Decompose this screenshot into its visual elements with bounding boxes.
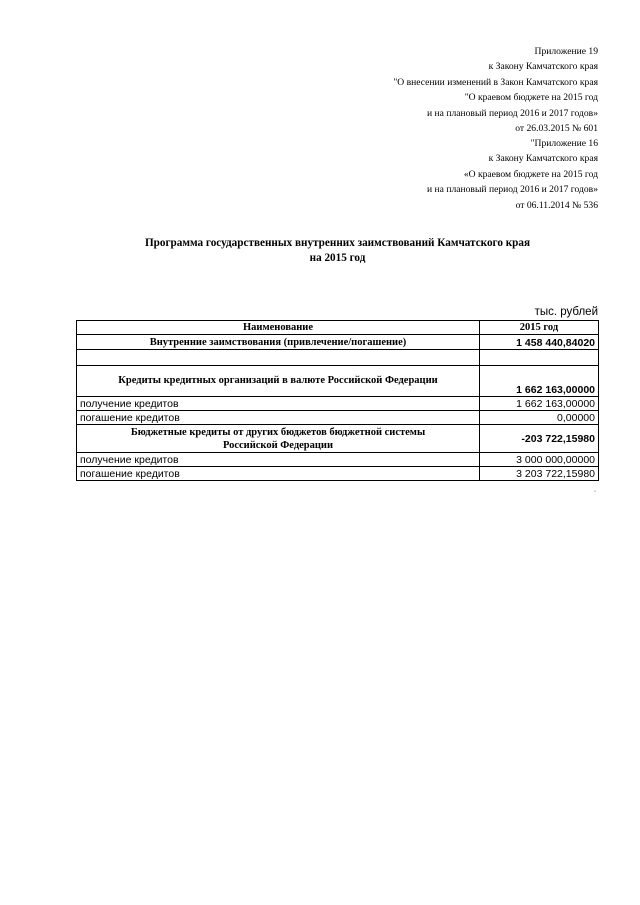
table-row <box>77 397 599 411</box>
row-name: получение кредитов <box>77 397 480 411</box>
appendix-line: "О внесении изменений в Закон Камчатского края <box>393 76 598 88</box>
row-name: погашение кредитов <box>77 467 480 481</box>
row-value: 3 000 000,00000 <box>480 453 599 467</box>
unit-label: тыс. рублей <box>534 306 598 318</box>
row-name: погашение кредитов <box>77 411 480 425</box>
table-row <box>77 366 599 397</box>
appendix-line: Приложение 19 <box>534 46 598 57</box>
header-year: 2015 год <box>480 321 599 335</box>
table-row <box>77 350 599 366</box>
table-row <box>77 467 599 481</box>
row-value: 1 662 163,00000 <box>480 366 599 397</box>
appendix-line: "Приложение 16 <box>530 138 598 149</box>
title-line-1: Программа государственных внутренних заимствований Камчатского края <box>144 237 531 249</box>
table-row <box>77 453 599 467</box>
table-header-row <box>77 321 599 335</box>
table-row <box>77 411 599 425</box>
appendix-line: от 06.11.2014 № 536 <box>515 199 598 211</box>
closing-quote-mark: " <box>594 490 596 495</box>
row-name <box>77 425 480 453</box>
appendix-line: "О краевом бюджете на 2015 год <box>464 92 598 104</box>
row-name: получение кредитов <box>77 453 480 467</box>
borrowing-table <box>76 320 599 481</box>
appendix-line: и на плановый период 2016 и 2017 годов» <box>427 107 598 119</box>
row-name-line-1: Бюджетные кредиты от других бюджетов бюджетной системы <box>130 426 426 438</box>
row-name: Внутренние заимствования (привлечение/погашение) <box>77 335 480 350</box>
appendix-line: от 26.03.2015 № 601 <box>515 123 598 135</box>
appendix-current-header <box>393 44 598 136</box>
row-value: 0,00000 <box>480 411 599 425</box>
appendix-line: к Закону Камчатского края <box>488 61 598 73</box>
row-value: 3 203 722,15980 <box>480 467 599 481</box>
document-title <box>70 236 605 266</box>
header-name: Наименование <box>77 321 480 335</box>
appendix-original-header <box>427 136 598 213</box>
appendix-line: и на плановый период 2016 и 2017 годов» <box>427 184 598 196</box>
row-value <box>480 350 599 366</box>
appendix-line: «О краевом бюджете на 2015 год <box>463 168 598 180</box>
table-row <box>77 335 599 350</box>
row-value: -203 722,15980 <box>480 425 599 453</box>
row-value: 1 458 440,84020 <box>480 335 599 350</box>
row-name <box>77 350 480 366</box>
row-value: 1 662 163,00000 <box>480 397 599 411</box>
table-row <box>77 425 599 453</box>
title-line-2: на 2015 год <box>309 252 366 264</box>
row-name: Кредиты кредитных организаций в валюте Российской Федерации <box>77 366 480 397</box>
row-name-line-2: Российской Федерации <box>222 439 334 451</box>
appendix-line: к Закону Камчатского края <box>488 153 598 165</box>
